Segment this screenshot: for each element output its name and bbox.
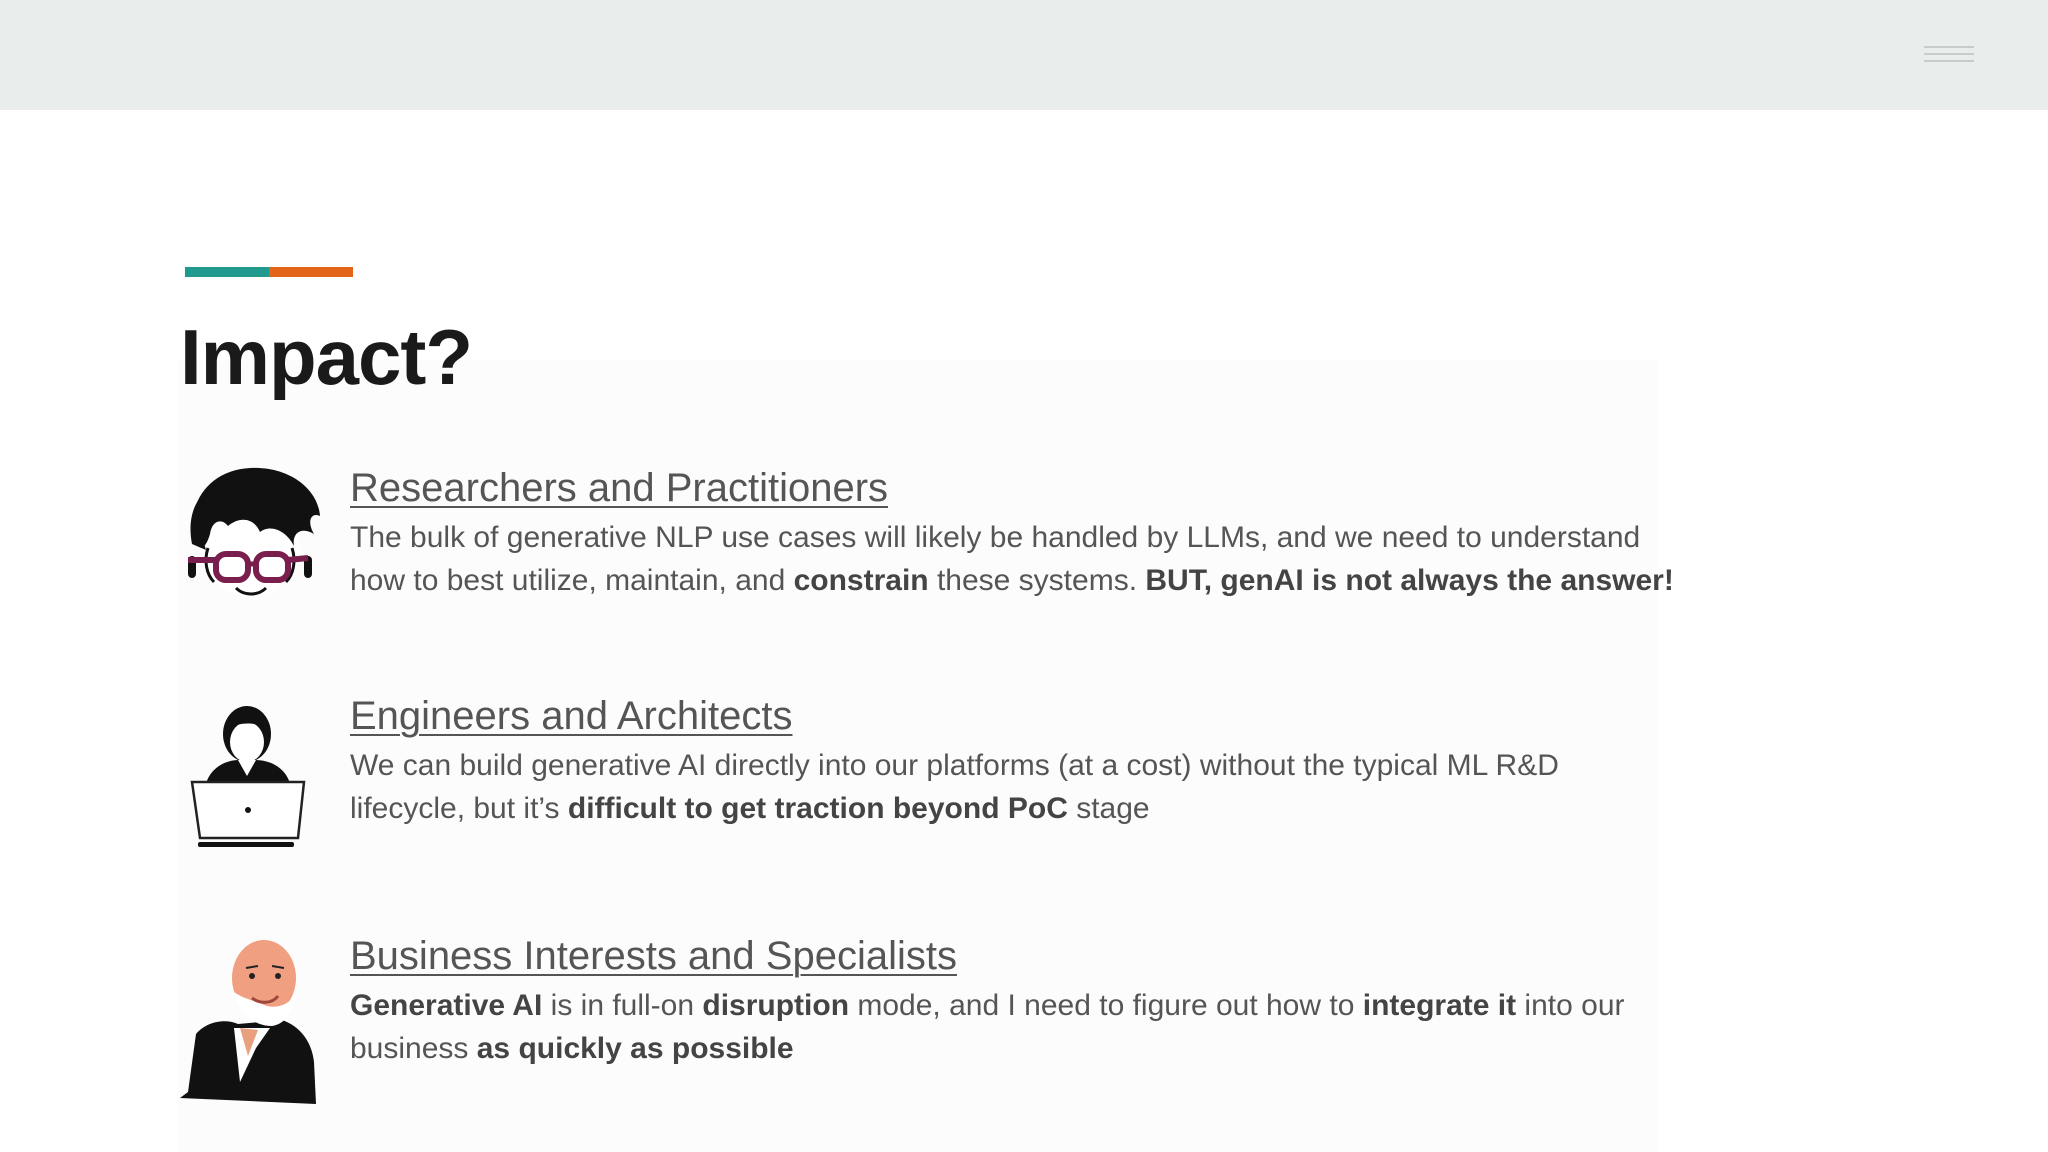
- title-accent-bar: [185, 267, 353, 277]
- hamburger-icon[interactable]: [1924, 44, 1976, 66]
- item-description: The bulk of generative NLP use cases will likely be handled by LLMs, and we need to understand how to best utilize, maintain, and constrain these systems. BUT, genAI is not always the answer!: [350, 521, 1674, 597]
- item-description: We can build generative AI directly into our platforms (at a cost) without the typical ML R&D lifecycle, but it’s difficult to get traction beyond PoC stage: [350, 749, 1559, 825]
- engineer-laptop-icon: [178, 692, 324, 852]
- item-heading[interactable]: Business Interests and Specialists: [350, 934, 957, 978]
- page-title: Impact?: [180, 313, 473, 401]
- item-heading[interactable]: Engineers and Architects: [350, 694, 793, 738]
- item-heading[interactable]: Researchers and Practitioners: [350, 466, 889, 510]
- glasses-researcher-icon: [178, 464, 324, 600]
- item-description: Generative AI is in full-on disruption mode, and I need to figure out how to integrate it into our business as quickly as possible: [350, 989, 1625, 1065]
- top-bar: [0, 0, 2048, 110]
- businessman-icon: [178, 932, 324, 1104]
